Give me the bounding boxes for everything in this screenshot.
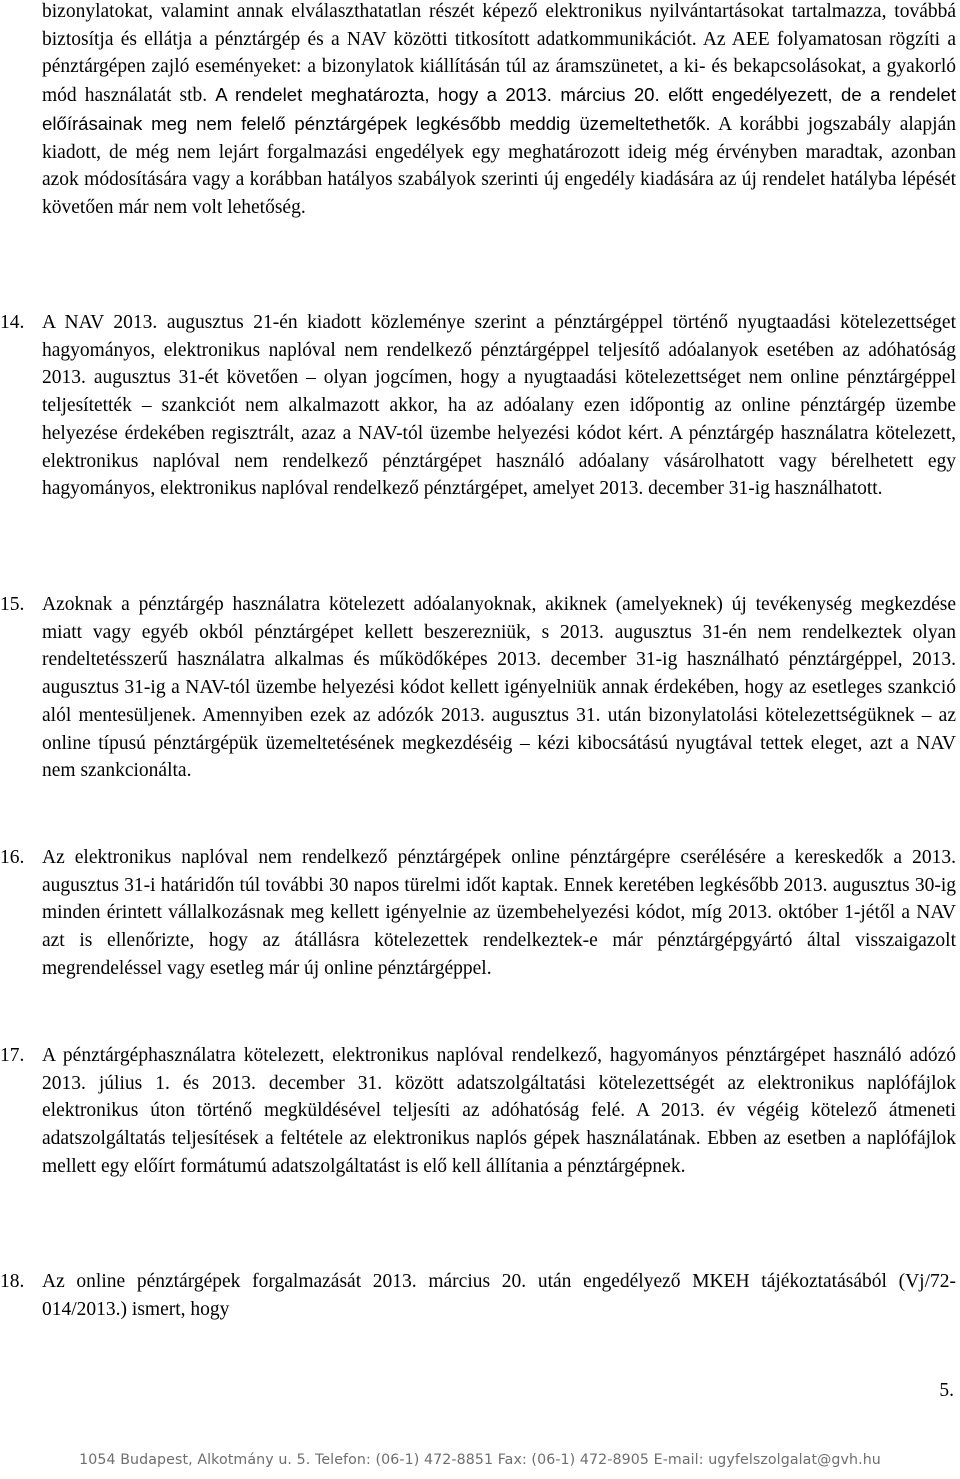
intro-paragraph: [42, 0, 956, 222]
item-text: Az elektronikus naplóval nem rendelkező pénztárgépek online pénztárgépre cserélésére a kereskedők a 2013. augusztus 31-i határidőn túl további 30 napos türelmi időt kaptak. Ennek keretében legkésőbb 2013. augusztus 30-ig minden érintett vállalkozásnak meg kellett igényelnie az üzembehelyezési kódot, míg 2013. október 1-jétől a NAV azt is ellenőrizte, hogy az átállásra kötelezettek rendelkeztek-e már pénztárgépgyártó által visszaigazolt megrendeléssel vagy esetleg már új online pénztárgéppel.: [42, 847, 956, 979]
page-number: 5.: [939, 1380, 954, 1401]
item-number: 14.: [0, 312, 25, 333]
footer-contact: 1054 Budapest, Alkotmány u. 5. Telefon: (06-1) 472-8851 Fax: (06-1) 472-8905 E-mail: ugyfelszolgalat@gvh.hu: [79, 1452, 881, 1468]
intro-text-part1: bizonylatokat, valamint annak elválaszthatatlan részét képező elektronikus nyilvántartásokat tartalmazza, továbbá biztosítja és ellátja a pénztárgép és a NAV közötti titkosított adatkommunikációt. Az AEE folyamatosan rögzíti a pénztárgépen zajló eseményeket: a bizonylatok kiállításán túl az áramszünetet, a ki- és bekapcsolásokat, a gyakorló mód használatát stb.: [42, 1, 956, 107]
item-text: A NAV 2013. augusztus 21-én kiadott közleménye szerint a pénztárgéppel történő nyugtaadási kötelezettséget hagyományos, elektronikus naplóval nem rendelkező pénztárgéppel teljesítő adóalanyok esetében az adóhatóság 2013. augusztus 31-ét követően – olyan jogcímen, hogy a nyugtaadási kötelezettséget nem online pénztárgéppel teljesítették – szankciót nem alkalmazott akkor, ha az adóalany ezen időpontig az online pénztárgép üzembe helyezése érdekében regisztrált, azaz a NAV-tól üzembe helyezési kódot kért. A pénztárgép használatra kötelezett, elektronikus naplóval nem rendelkező pénztárgépet használó adóalany vásárolhatott vagy bérelhetett egy hagyományos, elektronikus naplóval rendelkező pénztárgépet, amelyet 2013. december 31-ig használhatott.: [42, 312, 956, 500]
item-text: A pénztárgéphasználatra kötelezett, elektronikus naplóval rendelkező, hagyományos pénztárgépet használó adózó 2013. július 1. és 2013. december 31. között adatszolgáltatási kötelezettségét az elektronikus naplófájlok elektronikus úton történő megküldésével teljesíti az adóhatóság felé. A 2013. év végéig kötelező átmeneti adatszolgáltatás teljesítések a feltétele az elektronikus naplós gépek használatának. Ebben az esetben a naplófájlok mellett egy előírt formátumú adatszolgáltatást is elő kell állítania a pénztárgépnek.: [42, 1045, 956, 1177]
intro-text-part2: A rendelet meghatározta, hogy a 2013. március 20. előtt engedélyezett, de a rendelet előírásainak meg nem felelő pénztárgépek legkésőbb meddig üzemeltethetők.: [42, 84, 957, 134]
item-text: Az online pénztárgépek forgalmazását 2013. március 20. után engedélyező MKEH tájékoztatásából (Vj/72-014/2013.) ismert, hogy: [42, 1271, 956, 1320]
item-number: 15.: [0, 594, 25, 615]
intro-text-part3: A korábbi jogszabály alapján kiadott, de még nem lejárt forgalmazási engedélyek egy meghatározott ideig még érvényben maradtak, azonban azok módosítására vagy a korábban hatályos szabályok szerinti új engedély kiadására az új rendelet hatályba lépését követően már nem volt lehetőség.: [42, 113, 956, 218]
item-text: Azoknak a pénztárgép használatra kötelezett adóalanyoknak, akiknek (amelyeknek) új tevékenység megkezdése miatt vagy egyéb okból pénztárgépet kellett beszerezniük, s 2013. augusztus 31-én nem rendelkeztek olyan rendeltetésszerű használatra alkalmas és működőképes 2013. december 31-ig használható pénztárgéppel, 2013. augusztus 31-ig a NAV-tól üzembe helyezési kódot kellett igényelniük annak érdekében, hogy az esetleges szankció alól mentesüljenek. Amennyiben ezek az adózók 2013. augusztus 31. után bizonylatolási kötelezettségüknek – az online típusú pénztárgépük üzemeltetésének megkezdéséig – kézi kibocsátású nyugtával tettek eleget, azt a NAV nem szankcionálta.: [42, 594, 956, 782]
item-number: 18.: [0, 1271, 25, 1292]
item-number: 16.: [0, 847, 25, 868]
item-number: 17.: [0, 1045, 25, 1066]
